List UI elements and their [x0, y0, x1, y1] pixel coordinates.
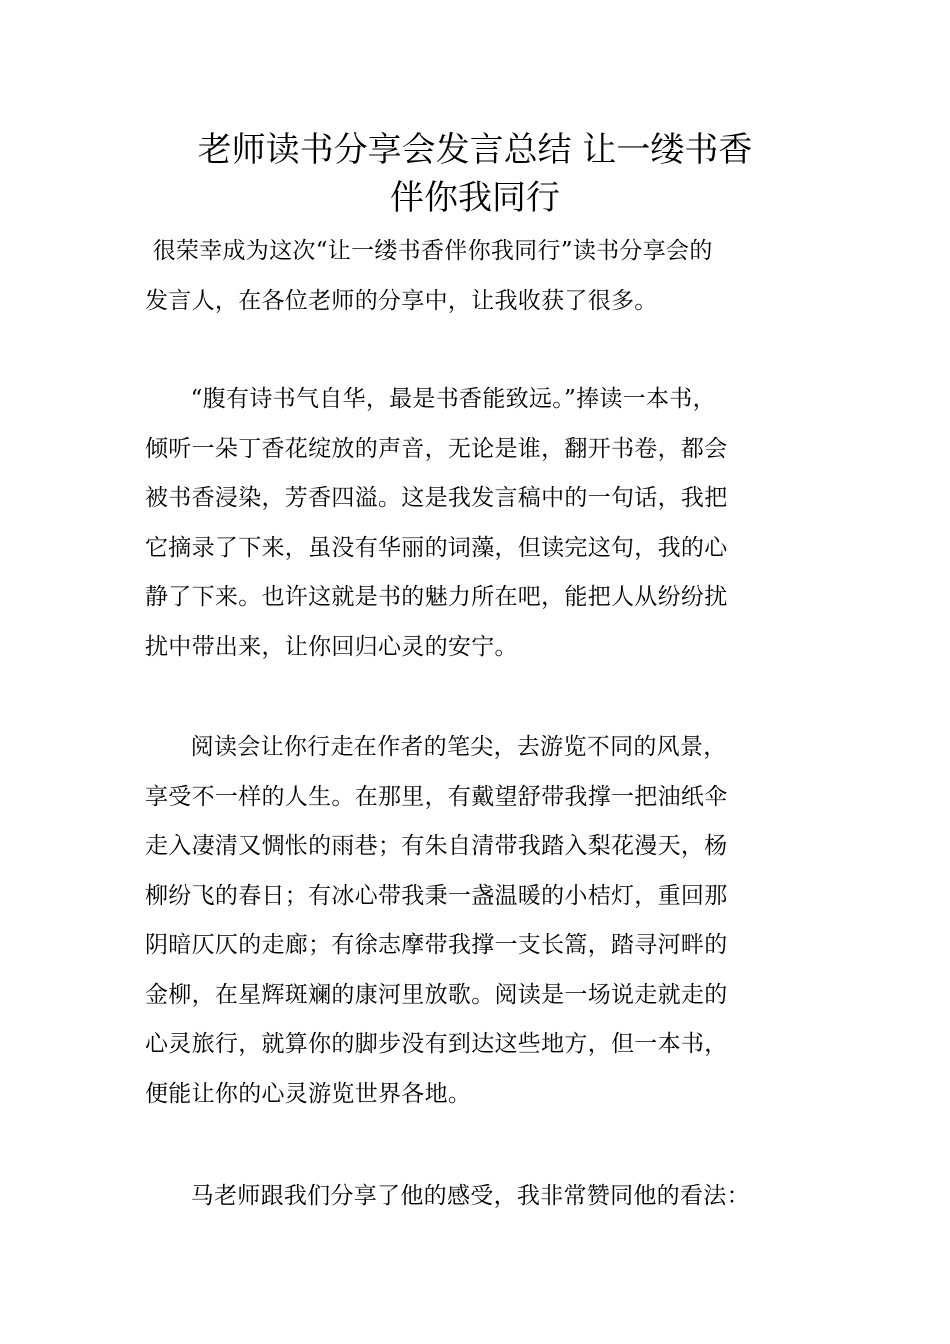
- paragraph-line: 它摘录了下来，虽没有华丽的词藻，但读完这句，我的心: [145, 534, 728, 561]
- paragraph-line: 发言人，在各位老师的分享中，让我收获了很多。: [145, 287, 658, 314]
- paragraph-line: 金柳，在星辉斑斓的康河里放歌。阅读是一场说走就走的: [145, 981, 728, 1008]
- paragraph-line: “腹有诗书气自华，最是书香能致远。”捧读一本书，: [145, 386, 716, 412]
- paragraph-line: 便能让你的心灵游览世界各地。: [145, 1080, 472, 1107]
- paragraph-line: 倾听一朵丁香花绽放的声音，无论是谁，翻开书卷，都会: [145, 435, 728, 462]
- document-title-line-2: 伴你我同行: [390, 178, 560, 218]
- paragraph-quote: [145, 375, 825, 672]
- paragraph-line: 被书香浸染，芳香四溢。这是我发言稿中的一句话，我把: [145, 485, 728, 511]
- paragraph-line: 静了下来。也许这就是书的魅力所在吧，能把人从纷纷扰: [145, 584, 728, 610]
- paragraph-line: 很荣幸成为这次“让一缕书香伴你我同行”读书分享会的: [145, 238, 713, 264]
- paragraph-line: 享受不一样的人生。在那里，有戴望舒带我撑一把油纸伞: [145, 783, 728, 810]
- paragraph-line: 柳纷飞的春日；有冰心带我秉一盏温暖的小桔灯，重回那: [145, 882, 728, 909]
- paragraph-line: 扰中带出来，让你回归心灵的安宁。: [145, 633, 518, 660]
- paragraph-line: 马老师跟我们分享了他的感受，我非常赞同他的看法：: [145, 1183, 750, 1209]
- document-title-line-1: 老师读书分享会发言总结 让一缕书香: [197, 130, 753, 170]
- paragraph-teacher: [145, 1172, 825, 1222]
- paragraph-reading: [145, 723, 825, 1119]
- paragraph-line: 阅读会让你行走在作者的笔尖，去游览不同的风景，: [145, 734, 727, 760]
- paragraph-intro: [145, 227, 825, 326]
- paragraph-line: 心灵旅行，就算你的脚步没有到达这些地方，但一本书，: [145, 1031, 728, 1057]
- paragraph-line: 走入凄清又惆怅的雨巷；有朱自清带我踏入梨花漫天，杨: [145, 833, 728, 859]
- paragraph-line: 阴暗仄仄的走廊；有徐志摩带我撑一支长篙，踏寻河畔的: [145, 932, 728, 958]
